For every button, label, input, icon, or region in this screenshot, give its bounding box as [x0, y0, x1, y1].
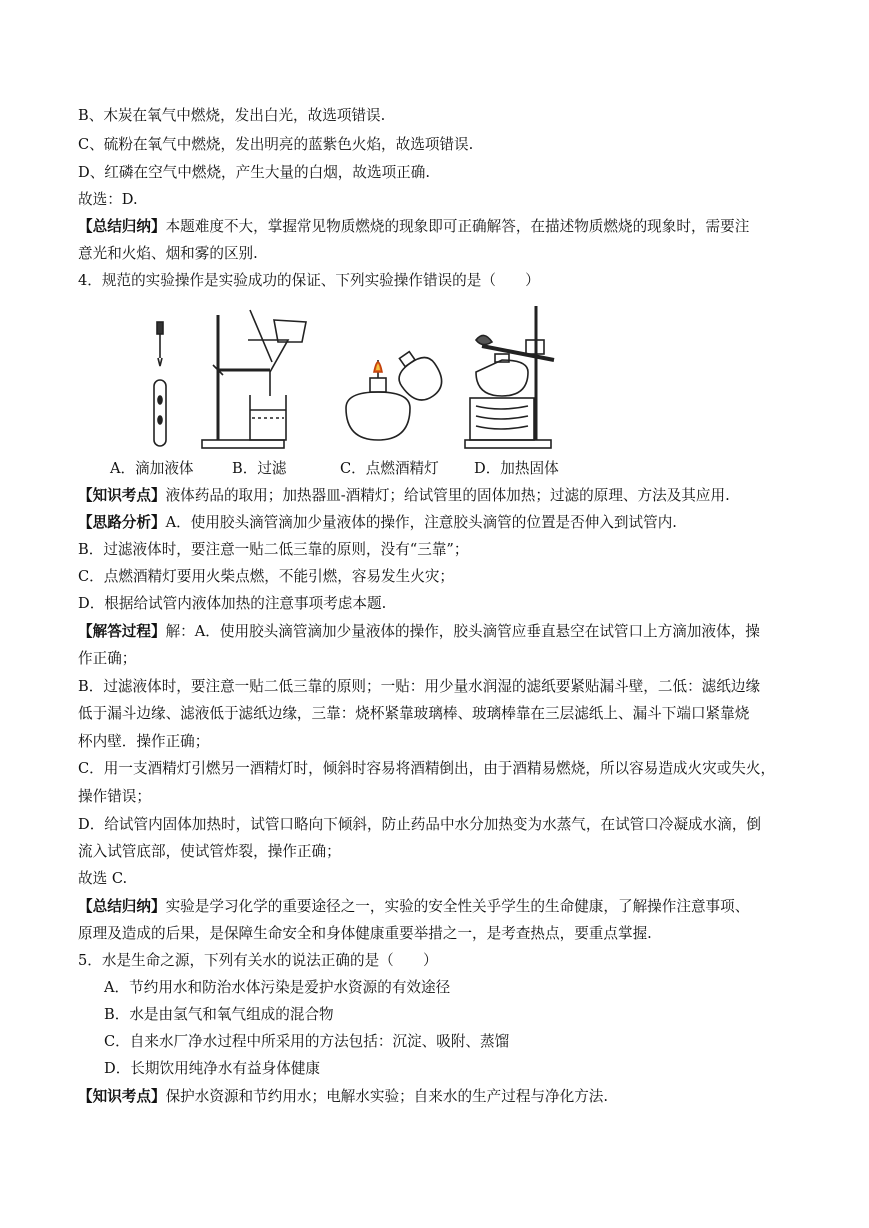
text-line: B、木炭在氧气中燃烧，发出白光，故选项错误.	[78, 107, 386, 124]
text-line: 【解答过程】解：A．使用胶头滴管滴加少量液体的操作，胶头滴管应垂直悬空在试管口上方滴加液体，操	[78, 623, 760, 640]
filtration-icon	[202, 310, 306, 448]
text-line: 故选：D.	[78, 191, 138, 208]
text-line: C．点燃酒精灯要用火柴点燃，不能引燃，容易发生火灾；	[78, 568, 455, 585]
text-line: B．过滤液体时，要注意一贴二低三靠的原则；一贴：用少量水润湿的滤纸要紧贴漏斗壁，二低：滤纸边缘	[78, 678, 761, 695]
text-line: B．过滤液体时，要注意一贴二低三靠的原则，没有“三靠”；	[78, 541, 469, 558]
text-line: 操作错误；	[78, 788, 151, 805]
text-line: C．用一支酒精灯引燃另一酒精灯时，倾斜时容易将酒精倒出，由于酒精易燃烧，所以容易造成火灾或失火，	[78, 760, 776, 777]
text-line: D．给试管内固体加热时，试管口略向下倾斜，防止药品中水分加热变为水蒸气，在试管口冷凝成水滴，倒	[78, 816, 762, 833]
option-b: B．水是由氢气和氧气组成的混合物	[104, 1006, 334, 1023]
text-line: 【知识考点】保护水资源和节约用水；电解水实验；自来水的生产过程与净化方法.	[78, 1088, 609, 1105]
text-line: 【知识考点】液体药品的取用；加热器皿-酒精灯；给试管里的固体加热；过滤的原理、方法及其应用.	[78, 487, 730, 504]
text-line: C、硫粉在氧气中燃烧，发出明亮的蓝紫色火焰，故选项错误.	[78, 136, 474, 153]
text-line: 低于漏斗边缘、滤液低于滤纸边缘，三靠：烧杯紧靠玻璃棒、玻璃棒靠在三层滤纸上、漏斗下端口紧靠烧	[78, 705, 750, 722]
text-line: 杯内壁．操作正确；	[78, 733, 210, 750]
text-line: 作正确；	[78, 650, 137, 667]
lab-operations-figure	[140, 300, 600, 460]
option-d: D．长期饮用纯净水有益身体健康	[104, 1060, 321, 1077]
question-5: 5．水是生命之源，下列有关水的说法正确的是（ ）	[78, 952, 438, 969]
option-c: C．自来水厂净水过程中所采用的方法包括：沉淀、吸附、蒸馏	[104, 1033, 510, 1050]
dropper-icon	[154, 322, 166, 446]
text-line: 流入试管底部，使试管炸裂，操作正确；	[78, 843, 341, 860]
text-line: 意光和火焰、烟和雾的区别.	[78, 245, 258, 262]
alcohol-lamp-icon	[346, 344, 449, 440]
option-a: A．节约用水和防治水体污染是爱护水资源的有效途径	[104, 979, 451, 996]
text-line: 【总结归纳】本题难度不大，掌握常见物质燃烧的现象即可正确解答，在描述物质燃烧的现象时，需要注	[78, 218, 750, 235]
figure-caption-c: C．点燃酒精灯	[340, 460, 439, 477]
text-line: 原理及造成的后果，是保障生命安全和身体健康重要举措之一，是考查热点，要重点掌握.	[78, 925, 652, 942]
heating-test-tube-icon	[465, 306, 554, 448]
text-line: 【思路分析】A．使用胶头滴管滴加少量液体的操作，注意胶头滴管的位置是否伸入到试管内.	[78, 514, 677, 531]
figure-caption-b: B．过滤	[232, 460, 287, 477]
text-line: D．根据给试管内液体加热的注意事项考虑本题.	[78, 595, 387, 612]
text-line: 故选 C.	[78, 870, 128, 887]
figure-caption-a: A．滴加液体	[110, 460, 194, 477]
figure-caption-d: D．加热固体	[474, 460, 559, 477]
text-line: D、红磷在空气中燃烧，产生大量的白烟，故选项正确.	[78, 164, 430, 181]
text-line: 【总结归纳】实验是学习化学的重要途径之一，实验的安全性关乎学生的生命健康，了解操作注意事项、	[78, 898, 750, 915]
question-4: 4．规范的实验操作是实验成功的保证、下列实验操作错误的是（ ）	[78, 272, 540, 289]
